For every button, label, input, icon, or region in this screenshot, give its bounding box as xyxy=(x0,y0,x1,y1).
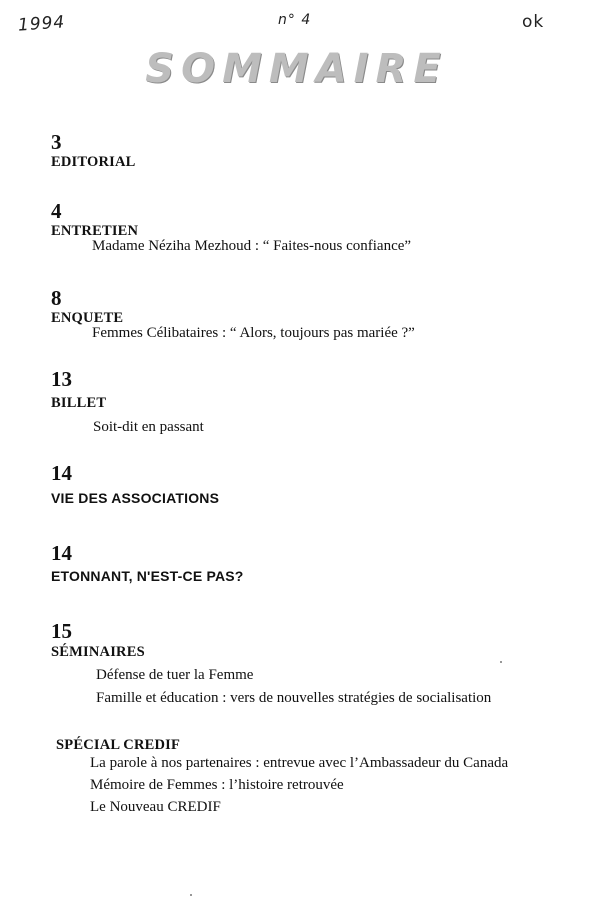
toc-subitem: Madame Néziha Mezhoud : “ Faites-nous confiance” xyxy=(92,238,412,254)
handwritten-year-note: 1994 xyxy=(17,12,66,36)
page-number: 15 xyxy=(51,619,72,643)
section-heading: BILLET xyxy=(51,395,107,411)
toc-subitem: Femmes Célibataires : “ Alors, toujours pas mariée ?” xyxy=(92,325,415,341)
toc-entry-etonnant xyxy=(51,542,244,585)
section-heading: SPÉCIAL CREDIF xyxy=(56,737,181,753)
toc-subitem: Soit-dit en passant xyxy=(93,419,204,435)
toc-entry-special-credif xyxy=(56,736,180,754)
handwritten-issue-note: n° 4 xyxy=(278,12,312,28)
page-number: 14 xyxy=(51,461,72,485)
toc-entry-enquete xyxy=(51,287,123,327)
page-number: 14 xyxy=(51,541,72,565)
toc-entry-vie-des-associations xyxy=(51,462,219,507)
handwritten-ok-note: ok xyxy=(522,12,545,32)
toc-entry-editorial xyxy=(51,131,136,171)
toc-subitem: Le Nouveau CREDIF xyxy=(90,799,221,815)
section-heading: EDITORIAL xyxy=(51,154,136,170)
toc-entry-entretien xyxy=(51,200,138,240)
toc-entry-billet xyxy=(51,368,106,412)
scan-speck xyxy=(500,661,502,663)
page-number: 13 xyxy=(51,367,72,391)
page-number: 8 xyxy=(51,286,62,310)
toc-entry-seminaires xyxy=(51,620,145,661)
toc-subitem: Famille et éducation : vers de nouvelles stratégies de socialisation xyxy=(96,690,492,706)
page-number: 4 xyxy=(51,199,62,223)
page-title: SOMMAIRE xyxy=(145,46,448,92)
toc-subitem: Mémoire de Femmes : l’histoire retrouvée xyxy=(90,777,344,793)
section-heading: SÉMINAIRES xyxy=(51,644,145,660)
section-heading: ENQUETE xyxy=(51,310,124,326)
toc-subitem: Défense de tuer la Femme xyxy=(96,667,254,683)
section-heading: ETONNANT, N'EST-CE PAS? xyxy=(51,568,244,584)
page-number: 3 xyxy=(51,130,62,154)
scan-speck xyxy=(190,894,192,896)
section-heading: VIE DES ASSOCIATIONS xyxy=(51,490,220,506)
section-heading: ENTRETIEN xyxy=(51,223,139,239)
toc-subitem: La parole à nos partenaires : entrevue avec l’Ambassadeur du Canada xyxy=(90,755,509,771)
